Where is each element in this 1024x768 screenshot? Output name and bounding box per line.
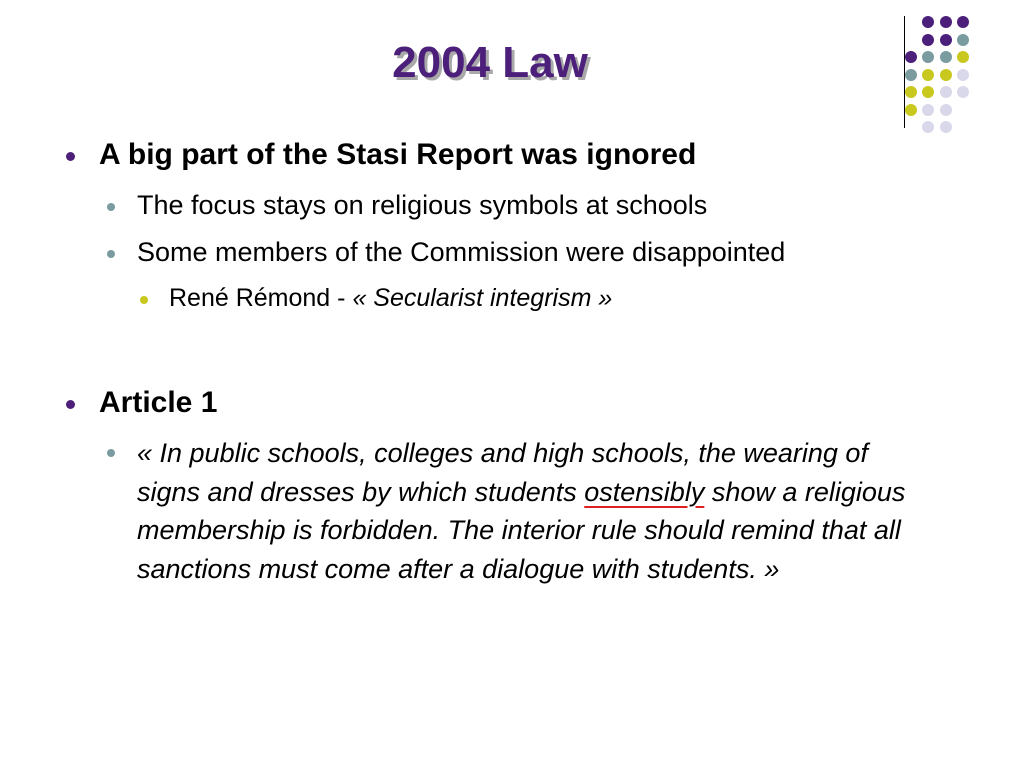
- decorative-dot: [922, 86, 934, 98]
- decorative-dot: [957, 34, 969, 46]
- bullet-level3-icon: [140, 296, 148, 304]
- decorative-dot: [940, 34, 952, 46]
- remond-quote: « Secularist integrism »: [352, 284, 613, 312]
- remond-prefix: René Rémond -: [169, 284, 353, 312]
- decorative-dot: [940, 51, 952, 63]
- decorative-dot: [922, 34, 934, 46]
- decorative-dot: [957, 69, 969, 81]
- decorative-dot: [922, 51, 934, 63]
- bullet-level1-icon: [66, 400, 75, 409]
- decorative-dot: [905, 104, 917, 116]
- decorative-dot: [940, 69, 952, 81]
- quote-after: show a religious membership is forbidden. The interior rule should remind that all sanctions must come after a dialogue with students. »: [137, 476, 906, 584]
- decorative-dot: [922, 121, 934, 133]
- decorative-dot: [957, 86, 969, 98]
- list-item-commission: Some members of the Commission were disappointed: [137, 237, 786, 267]
- decorative-dot: [905, 69, 917, 81]
- decorative-dot: [940, 86, 952, 98]
- decorative-dot: [905, 51, 917, 63]
- article-quote: [137, 434, 937, 588]
- decorative-dot: [957, 51, 969, 63]
- decorative-dot: [922, 104, 934, 116]
- section-heading-article: Article 1: [99, 386, 218, 419]
- list-item-focus: The focus stays on religious symbols at schools: [137, 190, 708, 220]
- decorative-dot: [922, 69, 934, 81]
- bullet-level1-icon: [66, 152, 75, 161]
- section-heading-stasi: A big part of the Stasi Report was ignored: [99, 138, 697, 171]
- decorative-dot: [922, 16, 934, 28]
- decorative-dot: [940, 104, 952, 116]
- slide-title: 2004 Law: [392, 38, 588, 87]
- bullet-level2-icon: [107, 250, 115, 258]
- decorative-dot: [905, 86, 917, 98]
- quote-underlined-word: ostensibly: [584, 476, 705, 507]
- decorative-dot: [940, 121, 952, 133]
- decorative-dot: [957, 16, 969, 28]
- bullet-level2-icon: [107, 203, 115, 211]
- decorative-dot: [940, 16, 952, 28]
- quote-before: « In public schools, colleges and high schools, the wearing of signs and dresses by which students: [137, 438, 868, 507]
- list-subitem-remond: [169, 284, 612, 313]
- bullet-level2-icon: [107, 449, 115, 457]
